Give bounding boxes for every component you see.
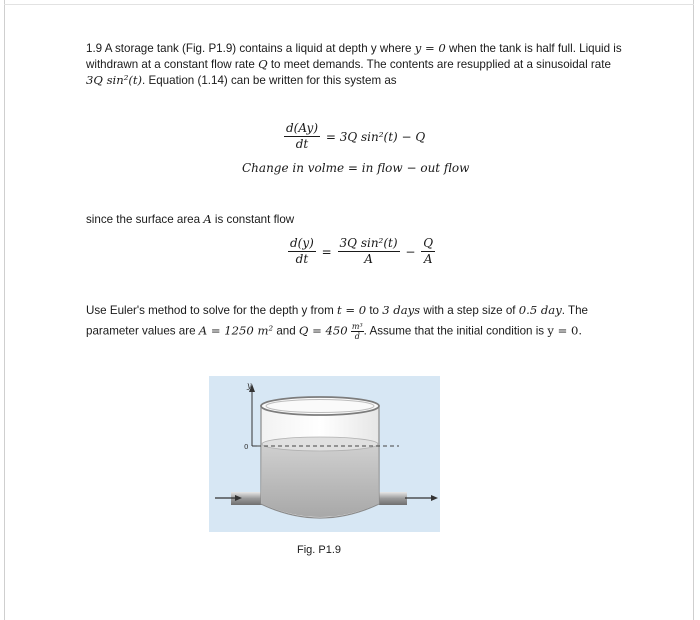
denominator: A [423,252,433,266]
euler-text: with a step size of [423,304,516,317]
problem-text: withdrawn at a constant flow rate [86,58,255,71]
equation-2 [288,236,435,267]
tank-illustration [209,376,440,532]
denominator: dt [295,252,309,266]
euler-line-2 [86,322,582,341]
euler-text: and [276,324,296,338]
numerator: Q [423,236,434,250]
fraction [338,236,400,267]
figure-caption: Fig. P1.9 [297,544,342,556]
tank-liquid [262,444,378,517]
euler-text: . Assume that the initial condition is [363,324,545,338]
fraction [284,121,320,152]
zero-label: 0 [244,443,249,451]
denominator: A [364,252,373,266]
outlet-pipe [379,492,407,505]
unit-fraction [351,322,364,341]
since-math: A [203,212,212,226]
numerator: d(Ay) [286,121,319,135]
since-text: since the surface area [86,213,201,226]
euler-math: 0.5 day [518,303,562,317]
euler-math: y = 0. [547,323,583,338]
equation-1-caption: Change in volme = in flow − out flow [242,161,470,175]
euler-math: Q = 450 [298,323,348,338]
numerator: d(y) [290,236,314,250]
page-border-top [4,4,694,5]
euler-text: . The [561,304,588,317]
problem-text: to meet demands. The contents are resupplied at a sinusoidal rate [270,58,611,71]
euler-math: A = 1250 m² [198,323,274,338]
y-axis-label: y [247,381,252,390]
equation-1 [284,121,427,152]
problem-line-1 [86,40,622,57]
since-line [86,211,294,228]
outlet-arrow-icon [431,495,438,501]
problem-text: when the tank is half full. Liquid is [448,42,622,55]
problem-math: Q [258,57,268,71]
euler-line-1 [86,302,588,319]
unit-denominator: d [354,332,360,341]
problem-math: 3Q sin²(t) [86,73,143,87]
problem-math: y = 0 [414,41,446,55]
euler-text: Use Euler's method to solve for the depth y from [86,304,334,317]
problem-line-3 [86,72,397,89]
euler-text: to [369,304,379,317]
since-text: is constant flow [214,213,295,226]
equals-sign: = [321,244,332,259]
numerator: 3Q sin²(t) [339,236,398,250]
equation-rhs: = 3Q sin²(t) − Q [325,129,426,144]
page-border-left [4,0,5,620]
problem-text: . Equation (1.14) can be written for this system as [142,74,397,87]
euler-text: parameter values are [86,324,196,338]
minus-sign: − [405,244,416,259]
denominator: dt [295,137,309,151]
euler-math: t = 0 [336,303,367,317]
fraction [288,236,316,267]
liquid-surface [262,437,378,451]
problem-text: 1.9 A storage tank (Fig. P1.9) contains a liquid at depth y where [86,42,412,55]
problem-line-2 [86,56,611,73]
page-border-right [693,0,694,620]
euler-math: 3 days [382,303,421,317]
unit-numerator: m³ [351,322,363,331]
figure-panel [209,376,440,532]
fraction [421,236,435,267]
